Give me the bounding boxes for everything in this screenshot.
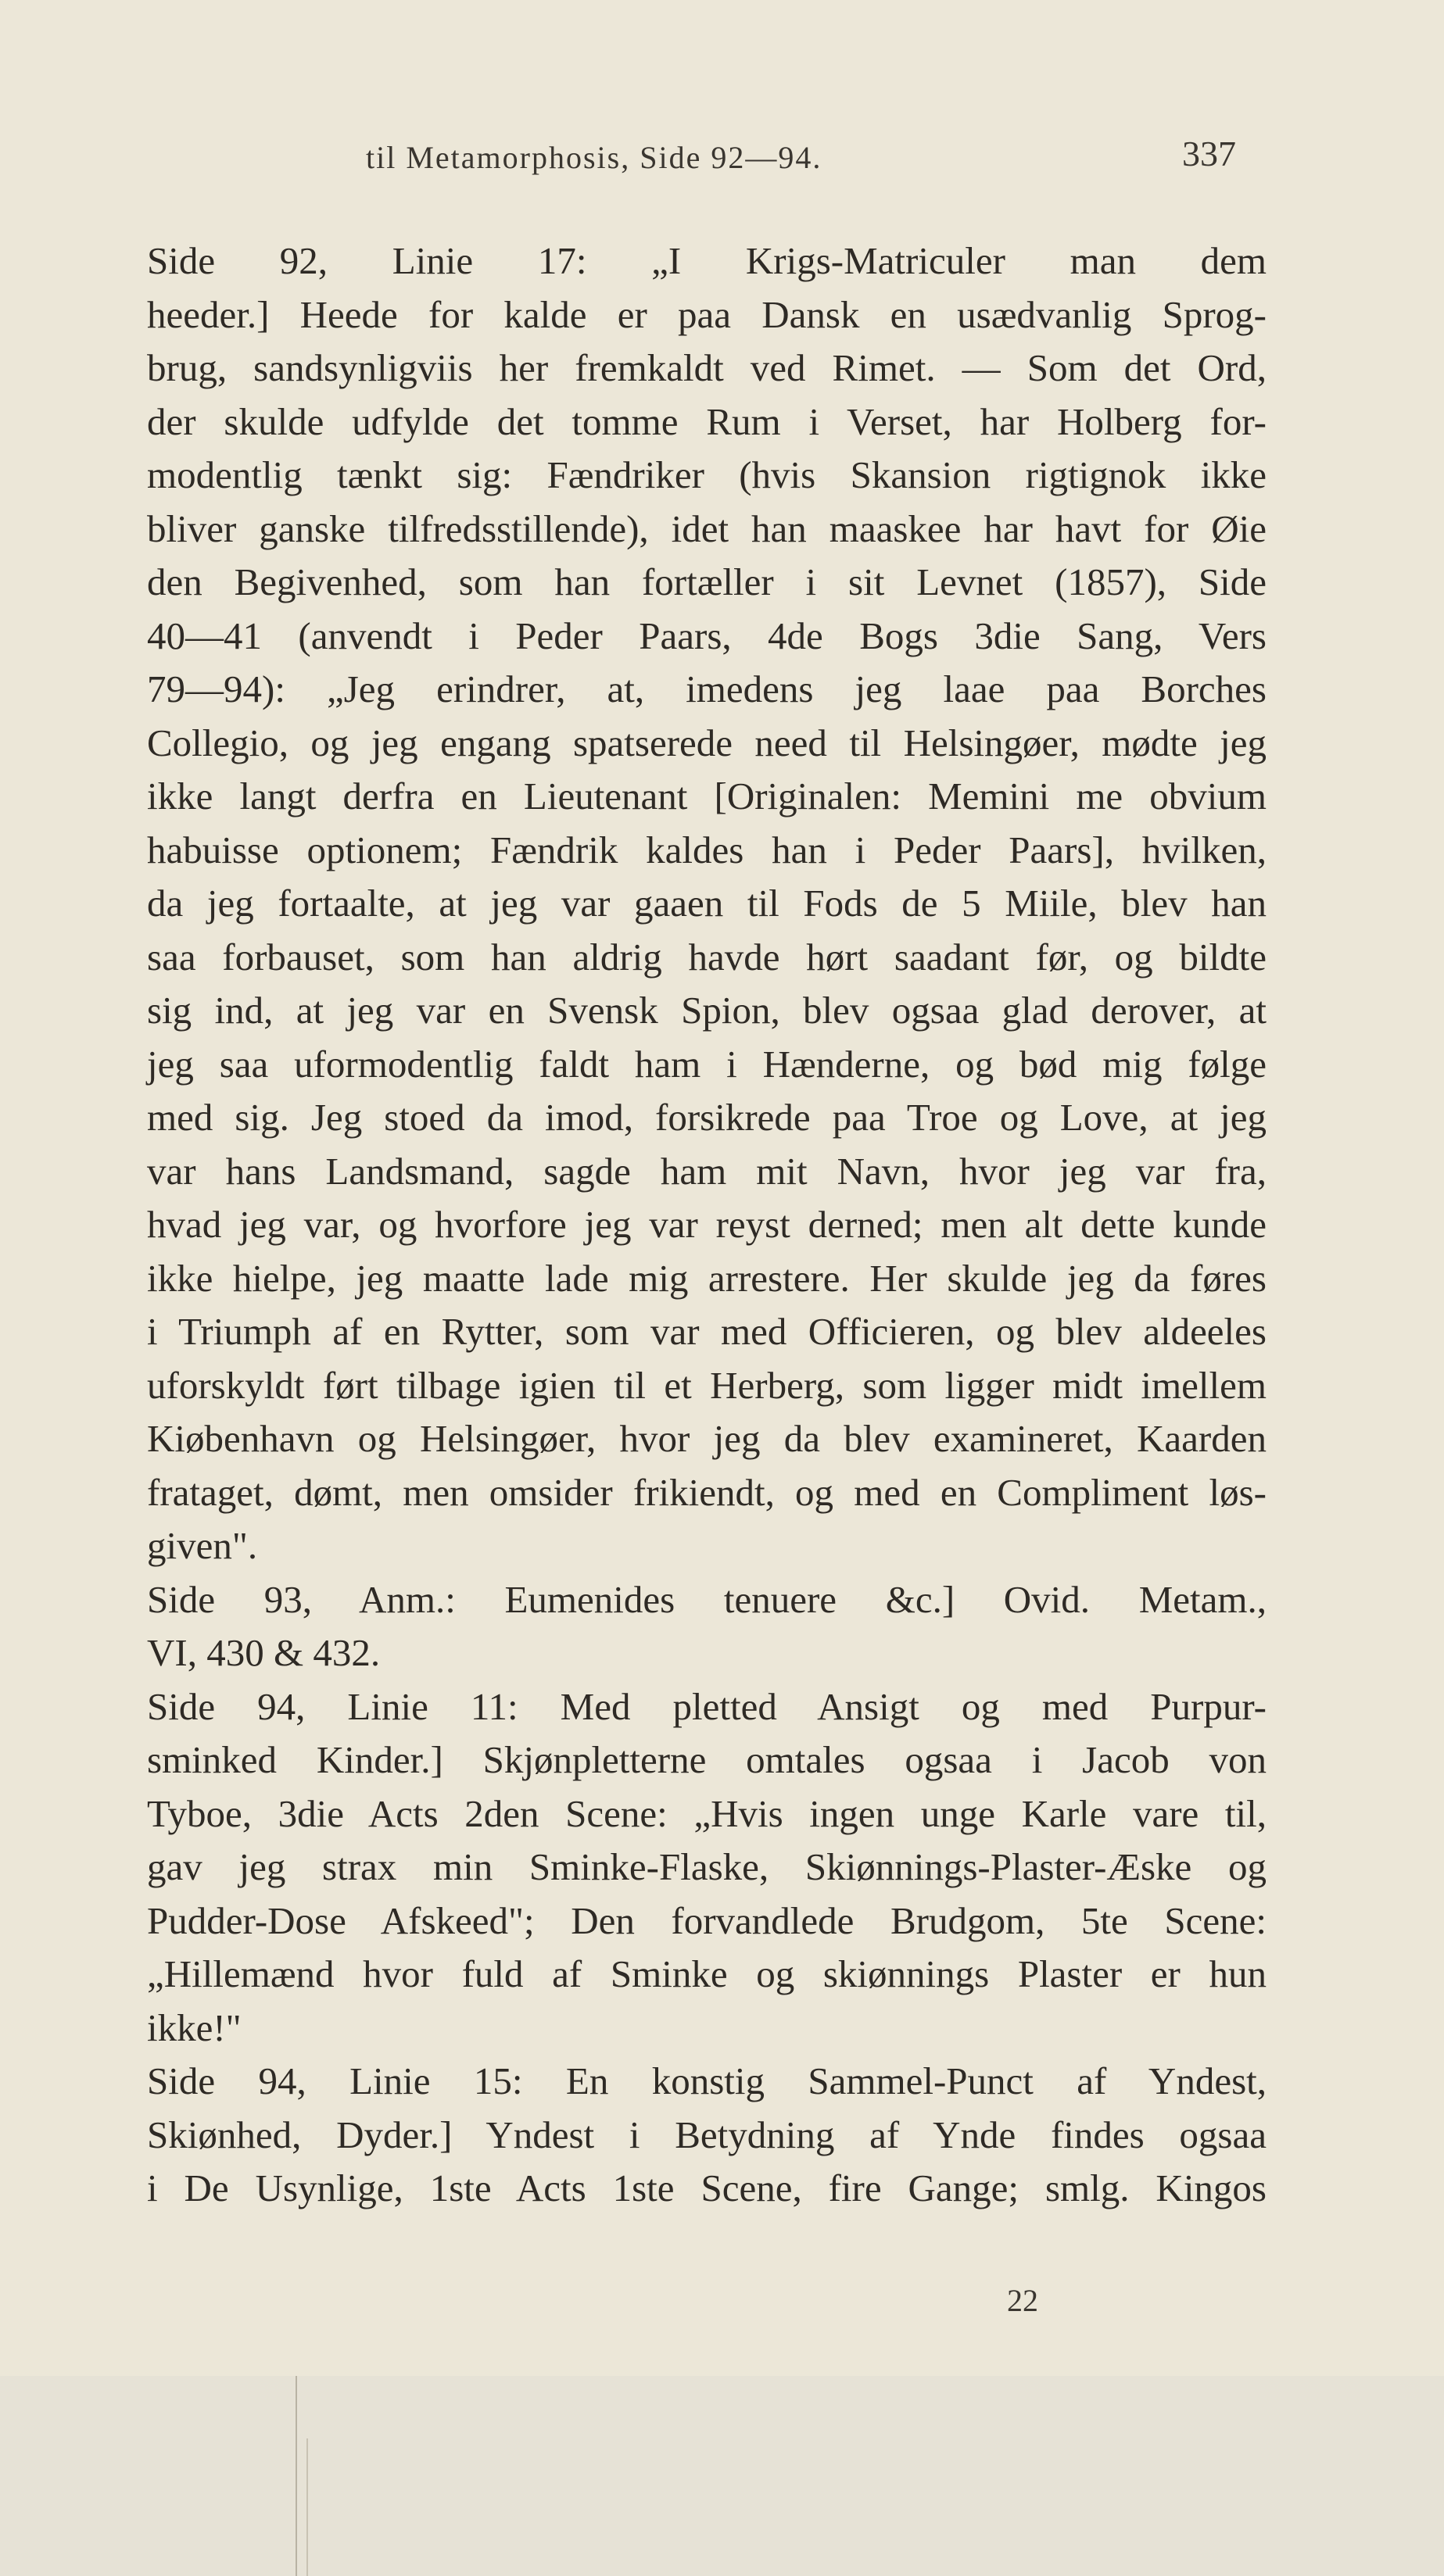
text-line: 40—41 (anvendt i Peder Paars, 4de Bogs 3die Sang, Vers [147, 614, 1267, 657]
running-head: til Metamorphosis, Side 92—94. [366, 140, 822, 175]
page-number: 337 [1182, 134, 1236, 174]
text-line: Tyboe, 3die Acts 2den Scene: „Hvis ingen unge Karle vare til, [147, 1791, 1267, 1835]
text-line: var hans Landsmand, sagde ham mit Navn, hvor jeg var fra, [147, 1149, 1267, 1193]
text-line: heeder.] Heede for kalde er paa Dansk en usædvanlig Sprog- [147, 292, 1267, 336]
text-line: med sig. Jeg stoed da imod, forsikrede paa Troe og Love, at jeg [147, 1096, 1267, 1139]
text-line: hvad jeg var, og hvorfore jeg var reyst derned; men alt dette kunde [147, 1203, 1267, 1246]
text-line: ikke!" [147, 2005, 242, 2049]
page-edge-line [296, 2376, 297, 2576]
text-line: saa forbauset, som han aldrig havde hørt saadant før, og bildte [147, 935, 1267, 979]
text-line: bliver ganske tilfredsstillende), idet han maaskee har havt for Øie [147, 506, 1267, 550]
page-bottom-margin [0, 2376, 1444, 2576]
page-edge-line [306, 2438, 308, 2576]
text-line: der skulde udfylde det tomme Rum i Verset, har Holberg for- [147, 399, 1267, 443]
paragraph-side-94-linie-15 [78, 2055, 1267, 2216]
text-line: sig ind, at jeg var en Svensk Spion, blev ogsaa glad derover, at [147, 989, 1267, 1032]
text-line: Side 93, Anm.: Eumenides tenuere &c.] Ovid. Metam., [147, 1577, 1267, 1621]
text-line: den Begivenhed, som han fortæller i sit Levnet (1857), Side [147, 560, 1267, 603]
body-text [78, 234, 1267, 2216]
text-line: Kiøbenhavn og Helsingøer, hvor jeg da blev examineret, Kaarden [147, 1417, 1267, 1460]
text-line: brug, sandsynligviis her fremkaldt ved Rimet. — Som det Ord, [147, 346, 1267, 389]
text-line: Side 94, Linie 15: En konstig Sammel-Punct af Yndest, [147, 2059, 1267, 2102]
paragraph-side-93 [78, 1573, 1267, 1680]
text-line: Skiønhed, Dyder.] Yndest i Betydning af Ynde findes ogsaa [147, 2113, 1267, 2156]
paragraph-side-94-linie-11 [78, 1680, 1267, 2055]
text-line: Side 94, Linie 11: Med pletted Ansigt og med Purpur- [147, 1684, 1267, 1728]
text-line: gav jeg strax min Sminke-Flaske, Skiønnings-Plaster-Æske og [147, 1845, 1267, 1888]
signature-mark: 22 [1007, 2283, 1038, 2318]
text-line: sminked Kinder.] Skjønpletterne omtales ogsaa i Jacob von [147, 1738, 1267, 1781]
text-line: Side 92, Linie 17: „I Krigs-Matriculer man dem [147, 239, 1267, 282]
text-line: VI, 430 & 432. [147, 1631, 381, 1674]
text-line: i Triumph af en Rytter, som var med Officieren, og blev aldeeles [147, 1310, 1267, 1353]
text-line: modentlig tænkt sig: Fændriker (hvis Skansion rigtignok ikke [147, 453, 1267, 496]
text-line: given". [147, 1524, 258, 1567]
text-line: uforskyldt ført tilbage igien til et Herberg, som ligger midt imellem [147, 1363, 1267, 1407]
text-line: jeg saa uformodentlig faldt ham i Hænderne, og bød mig følge [147, 1042, 1267, 1086]
text-line: da jeg fortaalte, at jeg var gaaen til Fods de 5 Miile, blev han [147, 882, 1267, 925]
text-line: 79—94): „Jeg erindrer, at, imedens jeg laae paa Borches [147, 667, 1267, 710]
text-line: ikke langt derfra en Lieutenant [Originalen: Memini me obvium [147, 775, 1267, 818]
text-line: „Hillemænd hvor fuld af Sminke og skiønnings Plaster er hun [147, 1952, 1267, 1995]
text-line: habuisse optionem; Fændrik kaldes han i Peder Paars], hvilken, [147, 828, 1267, 871]
text-line: frataget, dømt, men omsider frikiendt, og med en Compliment løs- [147, 1470, 1267, 1514]
paragraph-side-92 [78, 234, 1267, 1573]
text-line: Pudder-Dose Afskeed"; Den forvandlede Brudgom, 5te Scene: [147, 1898, 1267, 1942]
text-line: Collegio, og jeg engang spatserede need til Helsingøer, mødte jeg [147, 721, 1267, 764]
text-line: i De Usynlige, 1ste Acts 1ste Scene, fire Gange; smlg. Kingos [147, 2166, 1267, 2209]
text-line: ikke hielpe, jeg maatte lade mig arrestere. Her skulde jeg da føres [147, 1256, 1267, 1300]
